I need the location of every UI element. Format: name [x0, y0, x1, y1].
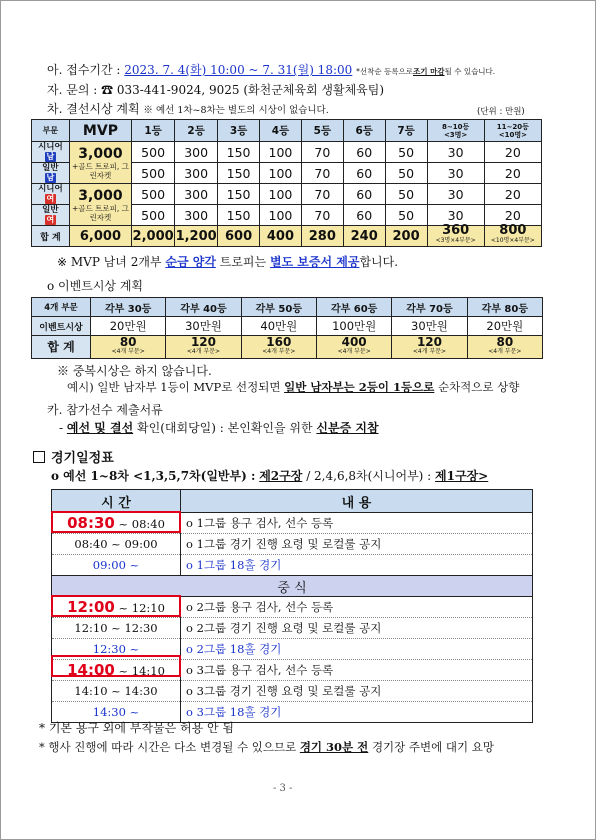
checkbox-icon: [33, 451, 45, 463]
prize-row-general-female: 일반 여 500 300 150 100 70 60 50 30 20: [32, 205, 542, 226]
schedule-note-2: * 행사 진행에 따라 시간은 다소 변경될 수 있으므로 경기 30분 전 경기장 주변에 대기 요망: [39, 740, 494, 754]
event-row: 이벤트시상 20만원 30만원 40만원 100만원 30만원 20만원: [32, 317, 543, 336]
documents-line: - 예선 및 결선 확인(대회당일) : 본인확인을 위한 신분증 지참: [59, 421, 379, 435]
reception-line: 아. 접수기간 : 2023. 7. 4(화) 10:00 ~ 7. 31(월) 18:00 *선착순 등록으로조기 마감될 수 있습니다.: [47, 63, 496, 77]
schedule-row: 08:30 ~ 08:40 o 1그룹 용구 검사, 선수 등록: [52, 513, 533, 534]
schedule-row: 14:00 ~ 14:10 o 3그룹 용구 검사, 선수 등록: [52, 660, 533, 681]
highlight-box-1200: [51, 595, 181, 617]
unit-label: (단위 : 만원): [477, 107, 525, 117]
prize-total-row: 합 계 6,000 2,000 1,200 600 400 280 240 200 360 <3명×4부문> 800 <10명×4부문>: [32, 226, 542, 247]
schedule-row: 12:00 ~ 12:10 o 2그룹 용구 검사, 선수 등록: [52, 597, 533, 618]
schedule-row: 14:30 ~ o 3그룹 18홀 경기: [52, 702, 533, 723]
schedule-row: 14:10 ~ 14:30 o 3그룹 경기 진행 요령 및 로컬룰 공지: [52, 681, 533, 702]
mvp-cell-female: 3,000 +골드 트로피, 그린자켓: [69, 184, 131, 226]
schedule-table: 시 간 내 용 08:30 ~ 08:40 o 1그룹 용구 검사, 선수 등록 08:40 ~ 09:00 o 1그룹 경기 진행 요령 및 로컬룰 공지 09:00 ~ o 1그룹 18홀 경기 중 식 12:00 ~ 12:10 o 2그룹 용구 검사, 선수 등록 12:10 ~ 12:30 o 2그룹 경기 진행 요령 및 로컬룰 공지 12:30 ~ o 2그룹 18홀 경기 14:00 ~ 14:10 o 3그룹 용구 검사, 선수 등록 14:10 ~ 14:30 o 3그룹 경기 진행 요령 및 로컬룰 공지 14:30 ~ o 3그룹 18홀 경기: [51, 489, 533, 723]
event-table: 4개 부문 각부 30등 각부 40등 각부 50등 각부 60등 각부 70등 각부 80등 이벤트시상 20만원 30만원 40만원 100만원 30만원 20만원 합 계 80 <4개 부문> 120 <4개 부문> 160 <4개 부문> 400 <4개 부문> 120 <4개 부문> 80 <4개 부문>: [31, 297, 543, 359]
prize-row-senior-female: 시니어 여 3,000 +골드 트로피, 그린자켓 500 300 150 100 70 60 50 30 20: [32, 184, 542, 205]
highlight-box-1400: [51, 655, 181, 677]
schedule-row: 09:00 ~ o 1그룹 18홀 경기: [52, 555, 533, 576]
mvp-note: ※ MVP 남녀 2개부 순금 양각 트로피는 별도 보증서 제공합니다.: [57, 255, 399, 269]
schedule-note-1: * 기본 용구 외에 부착물은 허용 안 됨: [39, 721, 234, 735]
prize-table: 부문 MVP 1등 2등 3등 4등 5등 6등 7등 8~10등 <3명> 11~20등 <10명> 시니어 남 3,000 +골드 트로피, 그린자켓 500 300 150 100 70 60 50 30 20 일반 남 500 300 150 100 70 60 50 30 20 시니어 여 3,000 +골드 트로피, 그린자켓 500 300 150 100 70 60 50 30 20 일반 여 500 300 150 100 70 60 50 30 20 합 계 6,000 2,000 1,200 600 400 280 240 200 360 <3명×4부문> 800 <10명×4부문>: [31, 119, 542, 247]
prize-plan-title: 차. 결선시상 계획 ※ 예선 1차~8차는 별도의 시상이 없습니다.: [47, 102, 329, 116]
prize-row-senior-male: 시니어 남 3,000 +골드 트로피, 그린자켓 500 300 150 100 70 60 50 30 20: [32, 142, 542, 163]
documents-title: 카. 참가선수 제출서류: [47, 403, 163, 417]
schedule-row: 08:40 ~ 09:00 o 1그룹 경기 진행 요령 및 로컬룰 공지: [52, 534, 533, 555]
schedule-title: 경기일정표: [33, 447, 114, 466]
highlight-box-0830: [51, 511, 181, 533]
schedule-row: 12:10 ~ 12:30 o 2그룹 경기 진행 요령 및 로컬룰 공지: [52, 618, 533, 639]
lunch-break-row: 중 식: [52, 576, 533, 597]
dup-example: 예시) 일반 남자부 1등이 MVP로 선정되면 일반 남자부는 2등이 1등으로 순차적으로 상향: [67, 380, 520, 394]
event-total-row: 합 계 80 <4개 부문> 120 <4개 부문> 160 <4개 부문> 400 <4개 부문> 120 <4개 부문> 80 <4개 부문>: [32, 336, 543, 359]
prelim-line: o 예선 1~8차 <1,3,5,7차(일반부) : 제2구장 / 2,4,6,8차(시니어부) : 제1구장>: [51, 469, 489, 483]
prize-row-general-male: 일반 남 500 300 150 100 70 60 50 30 20: [32, 163, 542, 184]
page-number: - 3 -: [273, 783, 293, 794]
reception-period: 2023. 7. 4(화) 10:00 ~ 7. 31(월) 18:00: [124, 63, 353, 77]
event-plan-title: o 이벤트시상 계획: [47, 279, 143, 293]
inquiry-line: 자. 문의 : ☎ 033-441-9024, 9025 (화천군체육회 생활체육팀): [47, 83, 385, 97]
mvp-cell-male: 3,000 +골드 트로피, 그린자켓: [69, 142, 131, 184]
schedule-row: 12:30 ~ o 2그룹 18홀 경기: [52, 639, 533, 660]
dup-note: ※ 중복시상은 하지 않습니다.: [57, 364, 212, 378]
